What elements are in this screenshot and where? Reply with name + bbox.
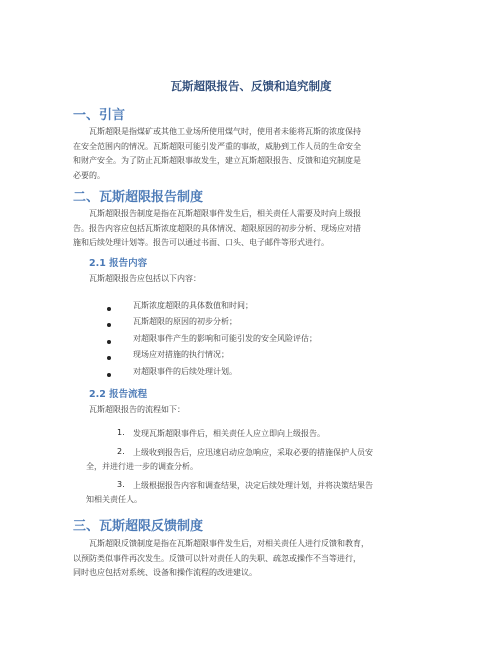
numbered-item-continuation: 知相关责任人。: [86, 495, 142, 504]
subsection-2-1-intro: [73, 272, 433, 287]
bullet-item: 对超限事件的后续处理计划。: [133, 367, 237, 376]
paragraph-line: 必要的。: [73, 170, 105, 180]
section-3-paragraph: [73, 537, 433, 581]
numbered-item-text: 发现瓦斯超限事件后，相关责任人应立即向上级报告。: [133, 429, 325, 438]
paragraph-line: 以预防类似事件再次发生。反馈可以针对责任人的失职、疏忽或操作不当等进行，: [73, 553, 361, 563]
section-1-heading: 一、引言: [73, 108, 126, 123]
subsection-2-2-intro: [73, 403, 433, 418]
section-2-heading: 二、瓦斯超限报告制度: [73, 190, 204, 205]
document-title: 瓦斯超限报告、反馈和追究制度: [170, 79, 332, 93]
paragraph-line: 和财产安全。为了防止瓦斯超限事故发生，建立瓦斯超限报告、反馈和追究制度是: [73, 156, 361, 165]
numbered-item-marker: 3.: [117, 480, 125, 489]
paragraph-line: 瓦斯超限报告应包括以下内容：: [89, 274, 201, 283]
paragraph-line: 瓦斯超限报告的流程如下：: [89, 405, 185, 414]
bullet-item: 对超限事件产生的影响和可能引发的安全风险评估；: [133, 334, 317, 343]
subsection-2-1-heading: 2.1 报告内容: [89, 258, 148, 269]
paragraph-line: 施和后续处理计划等。报告可以通过书面、口头、电子邮件等形式进行。: [73, 238, 329, 247]
bullet-dot: [107, 356, 111, 360]
section-1-paragraph: [73, 125, 433, 183]
bullet-dot: [107, 373, 111, 377]
bullet-dot: [107, 340, 111, 344]
bullet-item: 现场应对措施的执行情况；: [133, 350, 229, 359]
section-2-paragraph: [73, 207, 433, 251]
paragraph-line: 同时也应包括对系统、设备和操作流程的改进建议。: [73, 568, 257, 577]
paragraph-line: 在安全范围内的情况。瓦斯超限可能引发严重的事故，威胁到工作人员的生命安全: [73, 141, 361, 151]
paragraph-line: 瓦斯超限是指煤矿或其他工业场所使用煤气时，使用者未能将瓦斯的浓度保持: [89, 127, 361, 136]
bullet-item: 瓦斯浓度超限的具体数值和时间；: [133, 301, 253, 310]
bullet-dot: [107, 323, 111, 327]
bullet-item: 瓦斯超限的原因的初步分析；: [133, 317, 237, 326]
subsection-2-2-heading: 2.2 报告流程: [89, 389, 148, 400]
numbered-item-marker: 2.: [117, 447, 125, 456]
numbered-item-text: 上级根据报告内容和调查结果，决定后续处理计划，并将决策结果告: [133, 481, 373, 490]
paragraph-line: 瓦斯超限反馈制度是指在瓦斯超限事件发生后，对相关责任人进行反馈和教育，: [89, 539, 369, 548]
numbered-item-text: 上级收到报告后，应迅速启动应急响应，采取必要的措施保护人员安: [133, 448, 373, 457]
paragraph-line: 瓦斯超限报告制度是指在瓦斯超限事件发生后，相关责任人需要及时向上级报: [89, 209, 361, 218]
bullet-dot: [107, 307, 111, 311]
section-3-heading: 三、瓦斯超限反馈制度: [73, 519, 204, 534]
numbered-item-continuation: 全，并进行进一步的调查分析。: [86, 462, 198, 471]
paragraph-line: 告。报告内容应包括瓦斯浓度超限的具体情况、超限原因的初步分析、现场应对措: [73, 223, 361, 233]
numbered-item-marker: 1.: [117, 428, 125, 437]
